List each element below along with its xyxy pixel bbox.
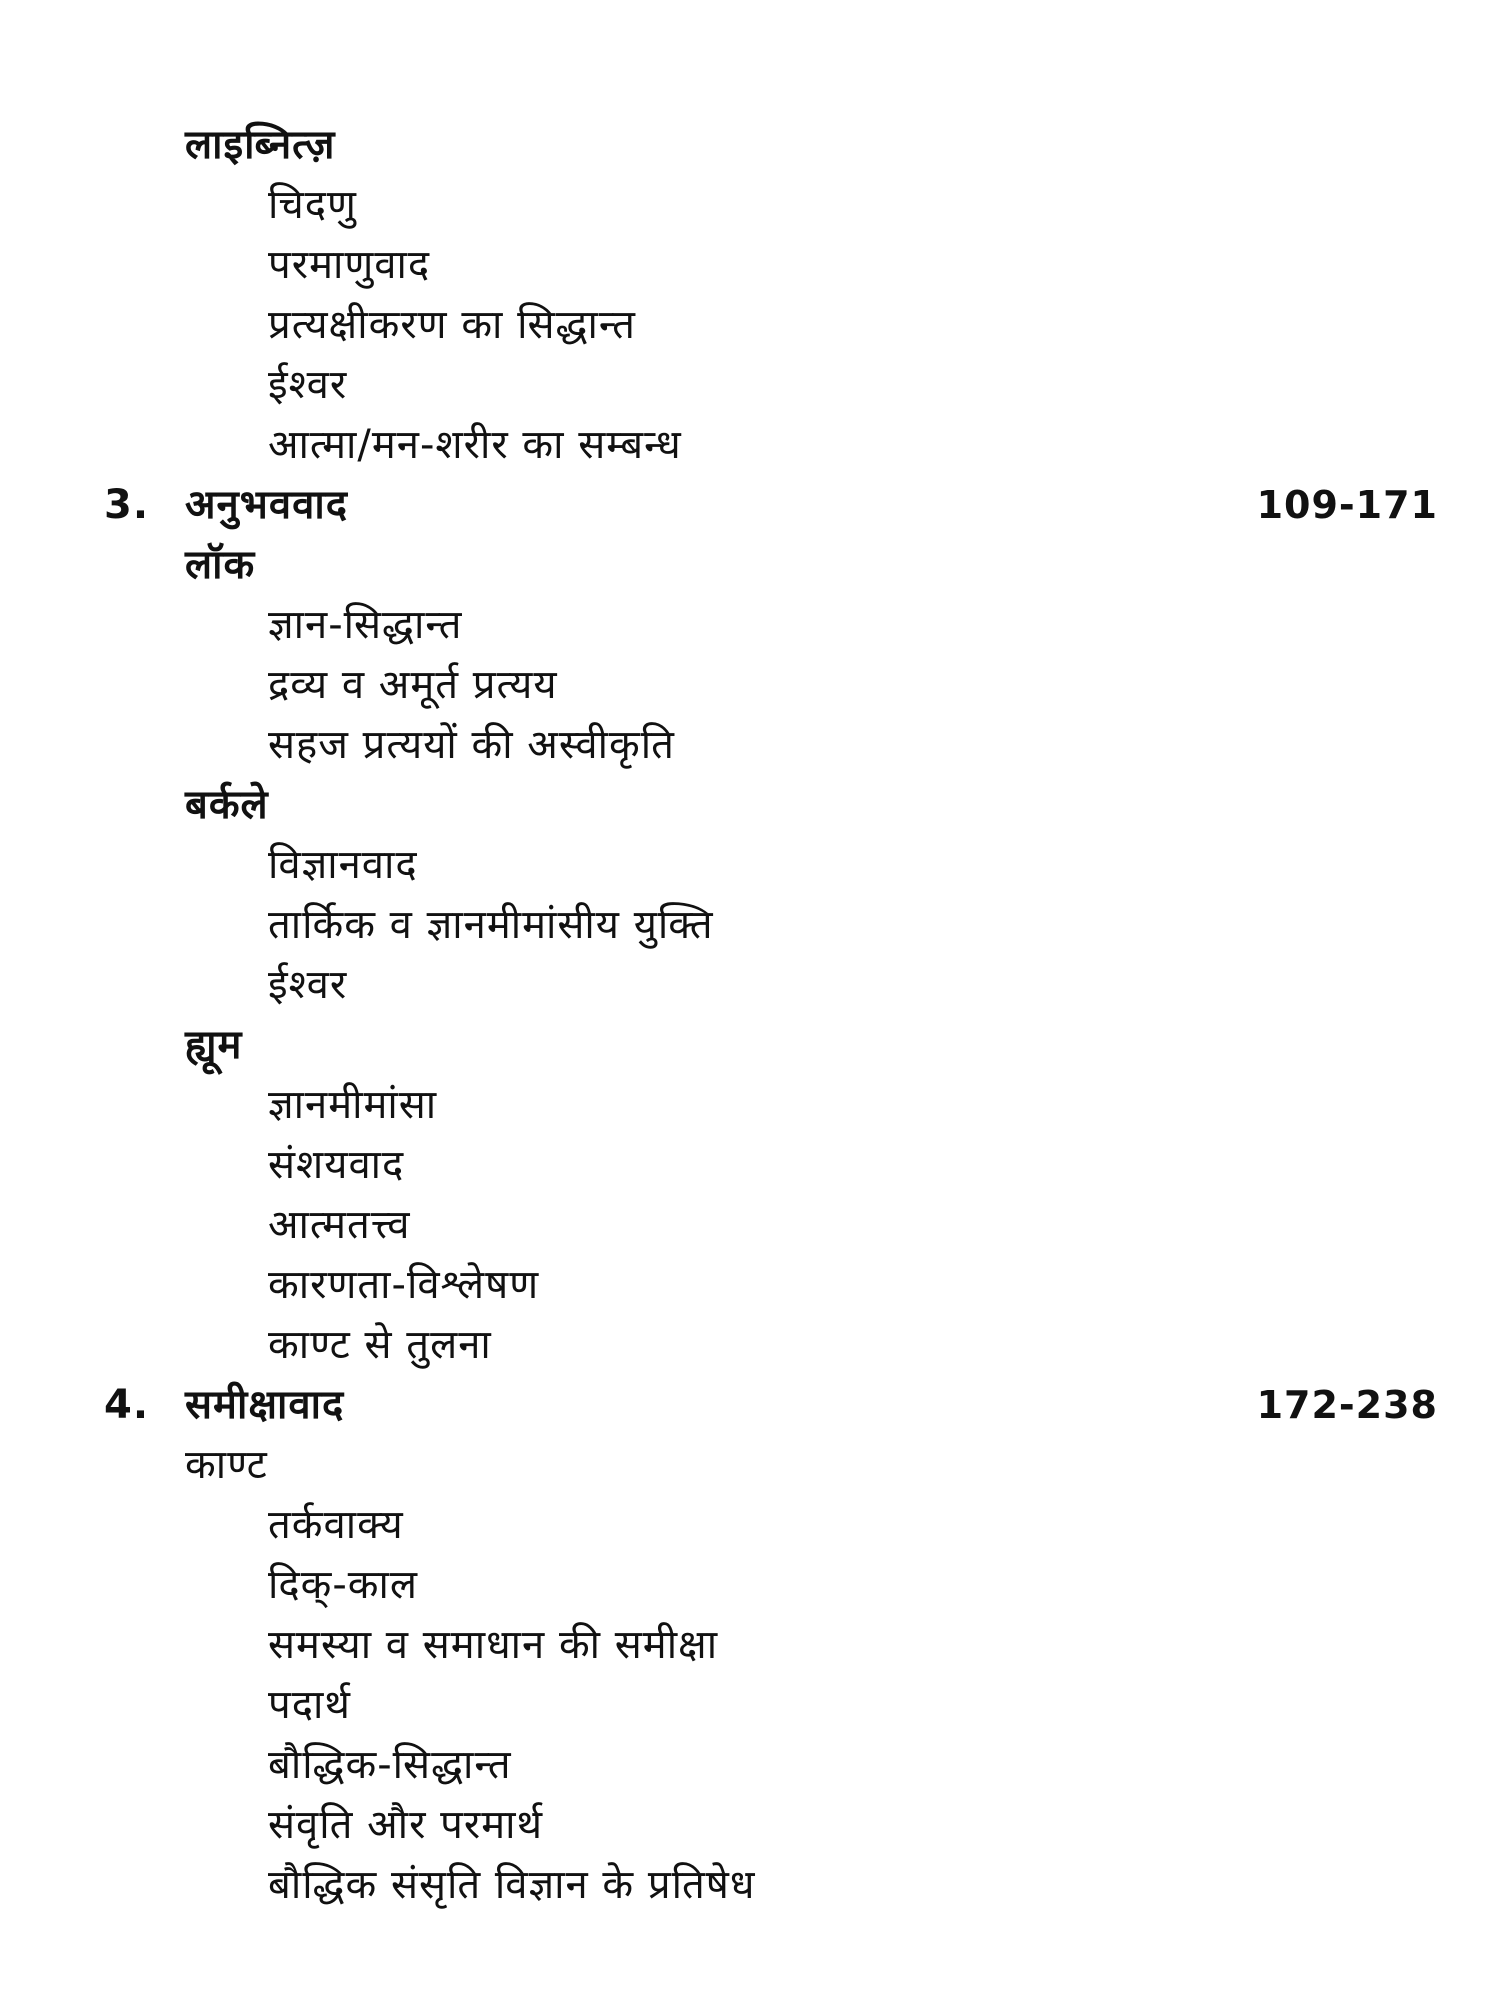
toc-item: द्रव्य व अमूर्त प्रत्यय (268, 662, 558, 708)
toc-item: प्रत्यक्षीकरण का सिद्धान्त (268, 302, 636, 348)
toc-item: परमाणुवाद (268, 242, 431, 288)
toc-item: ईश्वर (268, 362, 348, 408)
toc-item: तर्कवाक्य (268, 1502, 404, 1548)
toc-item: संशयवाद (268, 1142, 405, 1188)
toc-item: ज्ञानमीमांसा (268, 1082, 438, 1128)
toc-item: सहज प्रत्ययों की अस्वीकृति (268, 722, 675, 768)
chapter-4-pages: 172-238 (1256, 1383, 1438, 1427)
toc-item: तार्किक व ज्ञानमीमांसीय युक्ति (268, 902, 714, 948)
toc-item: संवृति और परमार्थ (268, 1802, 544, 1848)
chapter-number: 4. (104, 1382, 150, 1428)
chapter-3-row (104, 480, 348, 530)
chapter-3-pages: 109-171 (1256, 483, 1438, 527)
toc-item: काण्ट से तुलना (268, 1322, 492, 1368)
section-heading-berkeley: बर्कले (185, 782, 269, 828)
section-heading-leibniz: लाइब्नित्ज़ (185, 122, 336, 168)
toc-item: आत्मतत्त्व (268, 1202, 411, 1248)
chapter-4-row (104, 1380, 344, 1430)
toc-item: ईश्वर (268, 962, 348, 1008)
toc-item: समस्या व समाधान की समीक्षा (268, 1622, 719, 1668)
section-heading-locke: लॉक (185, 542, 256, 588)
toc-item: ज्ञान-सिद्धान्त (268, 602, 463, 648)
toc-item: पदार्थ (268, 1682, 351, 1728)
toc-item: बौद्धिक संसृति विज्ञान के प्रतिषेध (268, 1862, 756, 1908)
chapter-title: समीक्षावाद (185, 1382, 345, 1428)
chapter-number: 3. (104, 482, 150, 528)
toc-item: दिक्-काल (268, 1562, 418, 1608)
toc-item: बौद्धिक-सिद्धान्त (268, 1742, 512, 1788)
toc-item: चिदणु (268, 182, 357, 228)
toc-item: कारणता-विश्लेषण (268, 1262, 540, 1308)
chapter-title: अनुभववाद (185, 482, 348, 528)
toc-item: आत्मा/मन-शरीर का सम्बन्ध (268, 422, 682, 468)
section-heading-kant: काण्ट (185, 1442, 268, 1488)
toc-item: विज्ञानवाद (268, 842, 418, 888)
section-heading-hume: ह्यूम (185, 1022, 243, 1068)
